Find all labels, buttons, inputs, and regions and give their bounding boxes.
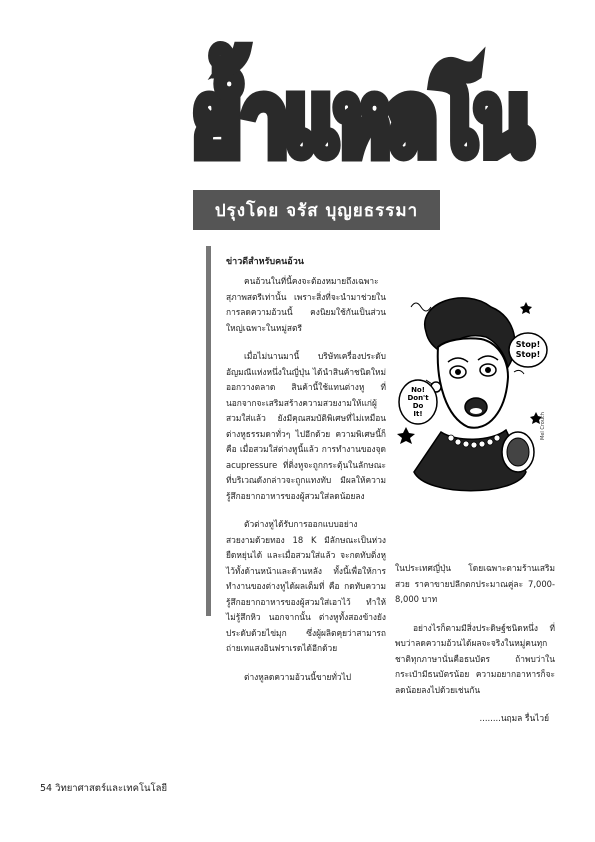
byline-text: ปรุงโดย จรัส บุญยธรรมา <box>214 200 419 221</box>
left-paragraph-3: ตัวต่างหูได้รับการออกแบบอย่างสวยงามด้วยทอง 18 K มีลักษณะเป็นห่วง ยืดหยุ่นได้ และเมื่อสวมใส่แล้ว จะกดทับติ่งหูไว้ทั้งด้านหน้าและด้านหลัง ทั้งนี้เพื่อให้การทำงานของต่างหูได้ผลเต็มที่ คือ กดทับความรู้สึกอยากอาหารของผู้สวมใส่เอาไว้ ทำให้ไม่รู้สึกหิว นอกจากนั้น ต่างหูทั้งสองข้างยังประดับด้วยไข่มุก ซึ่งผู้ผลิตคุยว่าสามารถถ่ายเทแสงอินฟราเรดได้อีกด้วย <box>226 519 386 653</box>
right-paragraph-1: ในประเทศญี่ปุ่น โดยเฉพาะตามร้านเสริมสวย ราคาขายปลีกตกประมาณคู่ละ 7,000-8,000 บาท <box>395 563 555 604</box>
page-footer: 54 วิทยาศาสตร์และเทคโนโลยี <box>40 783 168 794</box>
title-block <box>192 40 528 178</box>
cartoon-bubble-left-line1: No! <box>411 386 425 394</box>
cartoon-bubble-left-line4: It! <box>413 410 423 418</box>
cartoon-illustration <box>396 292 548 502</box>
left-column <box>226 274 386 698</box>
cartoon-bubble-right-line1: Stop! <box>515 340 541 349</box>
cartoon-bubble-left-line3: Do <box>412 402 424 410</box>
cartoon-bubble-right-line2: Stop! <box>515 350 541 359</box>
right-column <box>395 561 555 725</box>
author-signature: ........นฤมล รื่นไวย์ <box>479 713 549 723</box>
right-paragraph-2: อย่างไรก็ตามมีสิ่งประดิษฐ์ชนิดหนึ่ง ที่พบว่าลดความอ้วนได้ผลจะจริงในหมู่คนทุกชาติทุกภาษานั่นคือธนบัตร ถ้าพบว่าในกระเป๋ามีธนบัตรน้อย ความอยากอาหารก็จะลดน้อยลงไปด้วยเช่นกัน <box>395 622 555 695</box>
column-rule <box>206 246 211 616</box>
left-paragraph-2: เมื่อไม่นานมานี้ บริษัทเครื่องประดับอัญมณีแห่งหนึ่งในญี่ปุ่น ได้นำสินค้าชนิดใหม่ออกวางตลาด สินค้านี้ใช้แทนต่างหู ที่นอกจากจะเสริมสร้างความสวยงามให้แก่ผู้สวมใส่แล้ว ยังมีคุณสมบัติพิเศษที่ไม่เหมือนต่างหูธรรมดาทั่วๆ ไปอีกด้วย ความพิเศษนี้ก็คือ เมื่อสวมใส่ต่างหูนี้แล้ว การทำงานของจุด acupressure ที่ติ่งหูจะถูกกระตุ้นในลักษณะที่บริเวณดังกล่าวจะถูกแทงทับ มีผลให้ความรู้สึกอยากอาหารของผู้สวมใส่ลดน้อยลง <box>226 351 386 501</box>
byline-banner <box>193 190 440 230</box>
cartoon-credit: Mel Crouch <box>540 412 546 440</box>
article-title: ย้ำแหลโน <box>192 60 528 178</box>
section-heading: ข่าวดีสำหรับคนอ้วน <box>226 257 304 267</box>
left-paragraph-1: คนอ้วนในที่นี้คงจะต้องหมายถึงเฉพาะสุภาพสตรีเท่านั้น เพราะสิ่งที่จะนำมาช่วยในการลดความอ้วนนี้ คงนิยมใช้กันเป็นส่วนใหญ่เฉพาะในหมู่สตรี <box>226 276 386 333</box>
left-paragraph-4: ต่างหูลดความอ้วนนี้ขายทั่วไป <box>244 671 352 682</box>
cartoon-bubble-left-line2: Don't <box>407 394 429 402</box>
